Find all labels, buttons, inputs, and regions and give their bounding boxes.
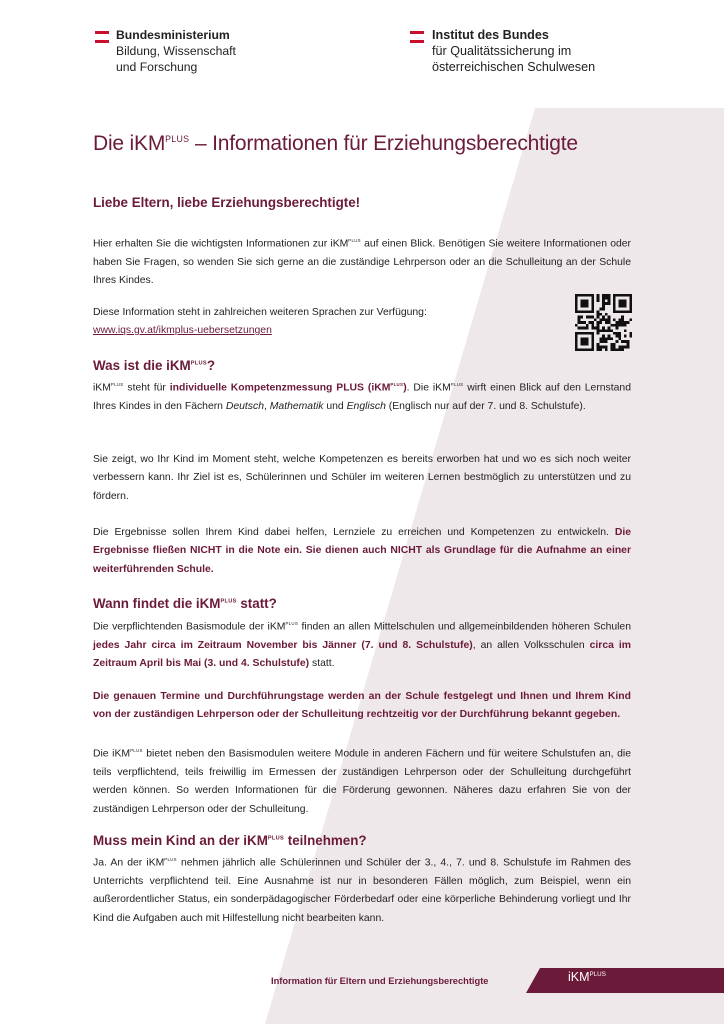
qr-module xyxy=(586,340,589,343)
qr-module xyxy=(621,318,624,321)
qr-module xyxy=(583,299,586,302)
qr-module xyxy=(627,321,630,324)
qr-module xyxy=(602,297,605,300)
qr-module xyxy=(575,346,578,349)
qr-module xyxy=(597,316,600,319)
qr-module xyxy=(578,348,581,351)
austria-flag-icon xyxy=(410,31,424,45)
when-paragraph-2: Die genauen Termine und Durchführungstage werden an der Schule festgelegt und Ihnen und Ihrem Kind von der zuständigen Lehrperson oder der Schulleitung rechtzeitig vor der Durchführung bekannt gegeben. xyxy=(93,691,631,721)
what-paragraph-1: iKM$^{PLUS}$ steht für individuelle Kompetenzmessung PLUS (iKM$^{PLUS}$). Die iKM$^{PLUS}$ wirft einen Blick auf den Lernstand Ihres Kindes in den Fächern Deutsch, Mathematik und Englisch (Englisch nur auf der 7. und 8. Schulstufe). xyxy=(93,382,631,412)
qr-module xyxy=(629,308,632,311)
qr-module xyxy=(613,305,616,308)
qr-module xyxy=(583,302,586,305)
qr-module xyxy=(621,294,624,297)
qr-module xyxy=(599,318,602,321)
qr-module xyxy=(613,302,616,305)
qr-module xyxy=(591,324,594,327)
must-paragraph-1: Ja. An der iKM$^{PLUS}$ nehmen jährlich alle Schülerinnen und Schüler der 3., 4., 7. und 8. Schulstufe im Rahmen des Unterrichts verpflichtend teil. Eine Ausnahme ist nur in besonderen Fällen möglich, zum Beispiel, wenn ein außerordentlicher Status, ein sonderpädagogischer Förderbedarf oder eine körperliche Behinderung vorliegt und Ihr Kind die Aufgaben auch mit Hilfestellung nicht bearbeiten kann. xyxy=(93,857,631,924)
qr-module xyxy=(597,297,600,300)
qr-module xyxy=(602,335,605,338)
languages-text: Diese Information steht in zahlreichen weiteren Sprachen zur Verfügung: xyxy=(93,307,427,318)
qr-module xyxy=(586,348,589,351)
qr-module xyxy=(629,294,632,297)
qr-module xyxy=(629,318,632,321)
qr-module xyxy=(627,294,630,297)
qr-module xyxy=(597,324,600,327)
qr-module xyxy=(575,348,578,351)
austria-flag-icon xyxy=(95,31,109,45)
qr-module xyxy=(575,299,578,302)
qr-module xyxy=(597,329,600,332)
translations-link-text[interactable]: www.iqs.gv.at/ikmplus-uebersetzungen xyxy=(93,325,272,336)
qr-module xyxy=(591,308,594,311)
qr-module xyxy=(583,332,586,335)
qr-module xyxy=(586,310,589,313)
qr-module xyxy=(608,329,611,332)
qr-module xyxy=(591,340,594,343)
qr-module xyxy=(621,321,624,324)
qr-module xyxy=(616,324,619,327)
when-paragraph-3: Die iKM$^{PLUS}$ bietet neben den Basismodulen weitere Module in anderen Fächern und für weitere Schulstufen an, die teils verpflichtend, teils freiwillig im Ermessen der zuständigen Lehrperson oder der Schulleitung durchgeführt werden können. So werden Informationen für die Förderung gewonnen. Näheres dazu erfahren Sie von der zuständigen Lehrperson oder der Schulleitung. xyxy=(93,748,632,815)
footer-text: Information für Eltern und Erziehungsberechtigte xyxy=(271,976,489,986)
qr-module xyxy=(594,327,597,330)
qr-module xyxy=(608,335,611,338)
qr-module xyxy=(580,327,583,330)
qr-module xyxy=(608,316,611,319)
qr-module xyxy=(618,346,621,349)
qr-module xyxy=(586,337,589,340)
institute-name-line2: für Qualitätssicherung im xyxy=(432,44,572,58)
qr-module xyxy=(586,324,589,327)
qr-module xyxy=(586,327,589,330)
qr-module xyxy=(605,302,608,305)
qr-module xyxy=(608,327,611,330)
qr-module xyxy=(597,327,600,330)
qr-module xyxy=(624,335,627,338)
qr-module xyxy=(575,340,578,343)
qr-module xyxy=(629,332,632,335)
qr-module xyxy=(624,305,627,308)
qr-module xyxy=(586,343,589,346)
qr-module xyxy=(608,337,611,340)
qr-module xyxy=(602,299,605,302)
qr-module xyxy=(610,329,613,332)
qr-module xyxy=(624,302,627,305)
qr-module xyxy=(583,321,586,324)
qr-module xyxy=(597,348,600,351)
qr-module xyxy=(618,302,621,305)
qr-module xyxy=(599,321,602,324)
qr-module xyxy=(605,297,608,300)
qr-module xyxy=(591,335,594,338)
qr-module xyxy=(613,324,616,327)
what-paragraph-2: Sie zeigt, wo Ihr Kind im Moment steht, welche Kompetenzen es bereits erworben hat und wo es sich noch weiter verbessern kann. Ihr Ziel ist es, Schülerinnen und Schüler im weiteren Lernen bestmöglich zu unterstützen und zu fördern. xyxy=(93,454,631,502)
qr-module xyxy=(586,299,589,302)
qr-module xyxy=(613,348,616,351)
qr-module xyxy=(580,294,583,297)
qr-module xyxy=(599,346,602,349)
qr-module xyxy=(599,337,602,340)
qr-module xyxy=(629,305,632,308)
qr-module xyxy=(610,337,613,340)
greeting-heading: Liebe Eltern, liebe Erziehungsberechtigte! xyxy=(93,195,361,210)
qr-module xyxy=(580,310,583,313)
qr-module xyxy=(597,313,600,316)
section-heading-when: Wann findet die iKM$^{PLUS}$ statt? xyxy=(93,596,277,611)
qr-module xyxy=(610,343,613,346)
title-text-rest: – Informationen für Erziehungsberechtigte xyxy=(189,132,578,155)
qr-module xyxy=(589,332,592,335)
qr-module xyxy=(591,327,594,330)
qr-module xyxy=(613,332,616,335)
qr-module xyxy=(599,308,602,311)
qr-module xyxy=(580,305,583,308)
qr-module xyxy=(583,340,586,343)
qr-module xyxy=(605,346,608,349)
qr-module xyxy=(616,321,619,324)
qr-module xyxy=(583,327,586,330)
qr-module xyxy=(591,302,594,305)
qr-module xyxy=(591,297,594,300)
qr-module xyxy=(618,335,621,338)
qr-module xyxy=(627,343,630,346)
qr-module xyxy=(613,297,616,300)
qr-module xyxy=(629,310,632,313)
qr-module xyxy=(575,343,578,346)
qr-module xyxy=(591,305,594,308)
qr-module xyxy=(586,316,589,319)
qr-module xyxy=(580,321,583,324)
qr-module xyxy=(589,316,592,319)
qr-module xyxy=(621,310,624,313)
qr-module xyxy=(594,318,597,321)
qr-module xyxy=(618,305,621,308)
qr-module xyxy=(583,310,586,313)
qr-module xyxy=(610,324,613,327)
qr-module xyxy=(613,294,616,297)
qr-module xyxy=(616,332,619,335)
qr-module xyxy=(608,294,611,297)
qr-module xyxy=(624,340,627,343)
qr-module xyxy=(624,299,627,302)
footer-logo: iKM$^{PLUS}$ xyxy=(568,970,606,984)
when-paragraph-1: Die verpflichtenden Basismodule der iKM$^{PLUS}$ finden an allen Mittelschulen und allgemeinbildenden höheren Schulen jedes Jahr circa im Zeitraum November bis Jänner (7. und 8. Schulstufe), an allen Volksschulen circa im Zeitraum April bis Mai (3. und 4. Schulstufe) statt. xyxy=(93,621,631,670)
qr-module xyxy=(602,346,605,349)
qr-module xyxy=(602,294,605,297)
qr-module xyxy=(602,302,605,305)
qr-module xyxy=(597,310,600,313)
section-heading-must: Muss mein Kind an der iKM$^{PLUS}$ teilnehmen? xyxy=(93,833,367,848)
institute-name-line3: österreichischen Schulwesen xyxy=(432,60,596,74)
qr-module xyxy=(605,348,608,351)
qr-module xyxy=(599,348,602,351)
qr-module xyxy=(608,321,611,324)
qr-module xyxy=(610,348,613,351)
qr-module xyxy=(616,294,619,297)
qr-module xyxy=(575,305,578,308)
qr-module xyxy=(624,324,627,327)
qr-module xyxy=(589,321,592,324)
section-heading-what: Was ist die iKM$^{PLUS}$? xyxy=(93,358,216,373)
qr-code-icon xyxy=(575,294,632,351)
qr-module xyxy=(605,329,608,332)
qr-module xyxy=(599,340,602,343)
title-text: Die iKM xyxy=(93,132,166,155)
qr-module xyxy=(613,310,616,313)
qr-module xyxy=(575,308,578,311)
qr-module xyxy=(605,313,608,316)
qr-module xyxy=(575,297,578,300)
ministry-name-line1: Bundesministerium xyxy=(116,28,230,42)
qr-module xyxy=(586,332,589,335)
qr-module xyxy=(580,316,583,319)
qr-module xyxy=(597,343,600,346)
qr-module xyxy=(586,302,589,305)
qr-module xyxy=(591,310,594,313)
qr-module xyxy=(597,294,600,297)
qr-module xyxy=(602,305,605,308)
qr-module xyxy=(621,305,624,308)
qr-module xyxy=(602,318,605,321)
qr-module xyxy=(589,294,592,297)
qr-module xyxy=(575,302,578,305)
qr-module xyxy=(597,299,600,302)
qr-module xyxy=(602,316,605,319)
qr-module xyxy=(586,294,589,297)
qr-module xyxy=(627,340,630,343)
qr-module xyxy=(616,327,619,330)
qr-module xyxy=(575,310,578,313)
qr-module xyxy=(624,346,627,349)
qr-module xyxy=(578,321,581,324)
qr-module xyxy=(616,335,619,338)
qr-module xyxy=(618,318,621,321)
qr-module xyxy=(624,329,627,332)
qr-module xyxy=(597,332,600,335)
qr-module xyxy=(578,316,581,319)
qr-module xyxy=(583,337,586,340)
qr-module xyxy=(629,335,632,338)
ministry-name-line2: Bildung, Wissenschaft xyxy=(116,44,236,58)
qr-module xyxy=(605,340,608,343)
qr-module xyxy=(580,337,583,340)
qr-module xyxy=(613,346,616,349)
qr-module xyxy=(624,310,627,313)
qr-module xyxy=(624,294,627,297)
qr-module xyxy=(618,348,621,351)
ministry-logo xyxy=(116,27,236,75)
qr-module xyxy=(591,316,594,319)
qr-module xyxy=(580,299,583,302)
qr-module xyxy=(629,302,632,305)
qr-module xyxy=(621,340,624,343)
qr-module xyxy=(583,294,586,297)
qr-module xyxy=(608,302,611,305)
qr-module xyxy=(608,297,611,300)
title-sup: PLUS xyxy=(165,134,190,144)
qr-module xyxy=(602,327,605,330)
qr-module xyxy=(575,335,578,338)
qr-module xyxy=(627,346,630,349)
qr-module xyxy=(580,340,583,343)
qr-module xyxy=(629,299,632,302)
qr-module xyxy=(575,324,578,327)
qr-module xyxy=(618,310,621,313)
qr-module xyxy=(583,305,586,308)
qr-module xyxy=(591,299,594,302)
qr-module xyxy=(605,337,608,340)
qr-module xyxy=(624,321,627,324)
qr-module xyxy=(618,324,621,327)
qr-module xyxy=(597,321,600,324)
qr-module xyxy=(578,310,581,313)
qr-module xyxy=(591,348,594,351)
qr-module xyxy=(618,299,621,302)
qr-module xyxy=(602,337,605,340)
qr-module xyxy=(589,310,592,313)
qr-module xyxy=(578,332,581,335)
qr-module xyxy=(621,299,624,302)
qr-module xyxy=(621,302,624,305)
qr-module xyxy=(597,346,600,349)
qr-module xyxy=(616,340,619,343)
qr-module xyxy=(599,313,602,316)
qr-module xyxy=(602,308,605,311)
iqs-logo xyxy=(432,27,595,75)
translations-link[interactable] xyxy=(93,322,272,340)
qr-module xyxy=(591,343,594,346)
qr-module xyxy=(618,337,621,340)
qr-module xyxy=(580,332,583,335)
qr-module xyxy=(610,346,613,349)
qr-module xyxy=(580,348,583,351)
qr-module xyxy=(591,332,594,335)
qr-module xyxy=(575,294,578,297)
qr-module xyxy=(627,310,630,313)
qr-module xyxy=(613,343,616,346)
qr-module xyxy=(580,302,583,305)
qr-module xyxy=(618,294,621,297)
qr-module xyxy=(621,348,624,351)
qr-module xyxy=(580,343,583,346)
what-paragraph-3: Die Ergebnisse sollen Ihrem Kind dabei helfen, Lernziele zu erreichen und Kompetenzen zu entwickeln. Die Ergebnisse fließen NICHT in die Note ein. Sie dienen auch NICHT als Grundlage für die Aufnahme an einer weiterführenden Schule. xyxy=(93,527,631,575)
qr-module xyxy=(583,348,586,351)
qr-module xyxy=(608,299,611,302)
qr-module xyxy=(591,294,594,297)
qr-module xyxy=(618,332,621,335)
qr-module xyxy=(616,348,619,351)
qr-module xyxy=(591,346,594,349)
qr-module xyxy=(575,332,578,335)
page-title xyxy=(93,132,578,156)
qr-module xyxy=(613,299,616,302)
qr-module xyxy=(591,337,594,340)
qr-module xyxy=(621,324,624,327)
qr-module xyxy=(605,318,608,321)
qr-module xyxy=(599,329,602,332)
institute-name-line1: Institut des Bundes xyxy=(432,28,549,42)
qr-module xyxy=(621,346,624,349)
qr-module xyxy=(608,318,611,321)
qr-module xyxy=(575,337,578,340)
qr-module xyxy=(578,318,581,321)
qr-module xyxy=(613,318,616,321)
qr-module xyxy=(578,294,581,297)
qr-module xyxy=(586,305,589,308)
qr-module xyxy=(589,348,592,351)
qr-module xyxy=(602,340,605,343)
intro-paragraph: Hier erhalten Sie die wichtigsten Informationen zur iKM$^{PLUS}$ auf einen Blick. Benötigen Sie weitere Informationen oder haben Sie Fragen, so wenden Sie sich gerne an die zuständige Lehrperson oder an die Schulleitung an der Schule Ihres Kindes. xyxy=(93,238,631,287)
qr-module xyxy=(605,321,608,324)
qr-module xyxy=(621,316,624,319)
footer-logo-box xyxy=(526,968,724,993)
ministry-name-line3: und Forschung xyxy=(116,60,198,74)
qr-module xyxy=(602,329,605,332)
qr-module xyxy=(618,321,621,324)
qr-module xyxy=(578,327,581,330)
qr-module xyxy=(591,321,594,324)
qr-module xyxy=(616,310,619,313)
qr-module xyxy=(583,343,586,346)
qr-module xyxy=(629,297,632,300)
qr-module xyxy=(605,294,608,297)
qr-module xyxy=(613,308,616,311)
